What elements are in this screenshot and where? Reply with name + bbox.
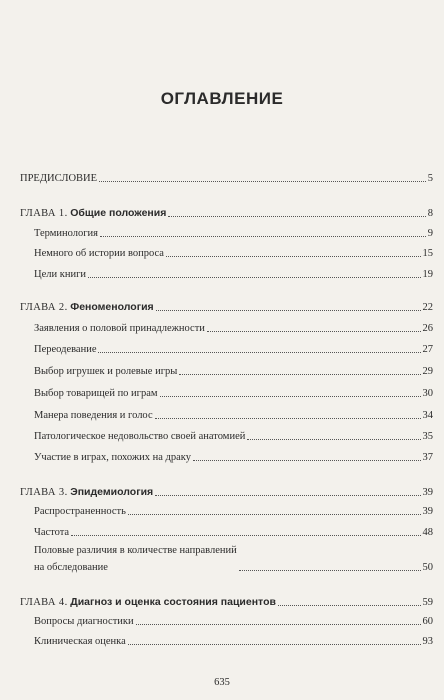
toc-page-number: 39	[422, 487, 433, 498]
toc-page-number: 19	[422, 269, 433, 280]
toc-chapter-label	[20, 207, 166, 220]
leader-dots	[71, 535, 420, 536]
toc-entry[interactable]	[34, 387, 433, 400]
toc-entry-preface[interactable]	[20, 172, 433, 185]
toc-entry[interactable]	[34, 430, 433, 443]
toc-chapter-label	[20, 301, 154, 314]
toc-entry-line-2: на обследование	[34, 562, 108, 573]
toc-chapter-label	[20, 486, 153, 499]
toc-page-number: 9	[427, 228, 433, 239]
leader-dots	[156, 310, 421, 311]
leader-dots	[160, 396, 421, 397]
toc-entry-label: Терминология	[34, 228, 99, 239]
toc-entry-label: Выбор товарищей по играм	[34, 388, 158, 399]
toc-entry[interactable]	[34, 322, 433, 335]
leader-dots	[100, 236, 426, 237]
toc-entry[interactable]	[34, 451, 433, 464]
toc-entry-label: Частота	[34, 527, 70, 538]
chapter-prefix: ГЛАВА 2.	[20, 302, 68, 313]
toc-chapter-label	[20, 596, 276, 609]
toc-page-number: 39	[422, 506, 433, 517]
chapter-title: Эпидемиология	[70, 486, 154, 498]
leader-dots	[247, 439, 420, 440]
chapter-title: Диагноз и оценка состояния пациентов	[70, 596, 276, 608]
toc-entry-label: Немного об истории вопроса	[34, 248, 164, 259]
toc-entry[interactable]	[34, 505, 433, 518]
toc-entry-label	[34, 544, 237, 574]
leader-dots	[136, 624, 421, 625]
leader-dots	[155, 495, 420, 496]
leader-dots	[207, 331, 421, 332]
toc-entry-label: Вопросы диагностики	[34, 616, 134, 627]
toc-entry-label: ПРЕДИСЛОВИЕ	[20, 173, 98, 184]
toc-chapter-3[interactable]	[20, 486, 433, 499]
leader-dots	[128, 644, 421, 645]
toc-page-number: 34	[422, 410, 433, 421]
toc-page-number: 93	[422, 636, 433, 647]
toc-entry[interactable]	[34, 343, 433, 356]
toc-chapter-2[interactable]	[20, 301, 433, 314]
chapter-title: Феноменология	[70, 301, 154, 313]
leader-dots	[179, 374, 420, 375]
leader-dots	[155, 418, 421, 419]
toc-page-number: 30	[422, 388, 433, 399]
toc-entry-label: Переодевание	[34, 344, 97, 355]
toc-entry[interactable]	[34, 268, 433, 281]
toc-entry-label: Патологическое недовольство своей анатомией	[34, 431, 246, 442]
chapter-prefix: ГЛАВА 3.	[20, 487, 68, 498]
toc-entry-label: Манера поведения и голос	[34, 410, 153, 421]
toc-entry[interactable]	[34, 227, 433, 240]
chapter-title: Общие положения	[70, 207, 167, 219]
toc-page-number: 48	[422, 527, 433, 538]
toc-entry[interactable]	[34, 544, 433, 574]
leader-dots	[166, 256, 421, 257]
toc-entry[interactable]	[34, 615, 433, 628]
toc-page-number: 26	[422, 323, 433, 334]
toc-page-number: 59	[422, 597, 433, 608]
leader-dots	[278, 605, 421, 606]
toc-page-number: 37	[422, 452, 433, 463]
leader-dots	[98, 352, 420, 353]
toc-entry[interactable]	[34, 365, 433, 378]
page-number: 635	[214, 677, 230, 688]
toc-entry[interactable]	[34, 409, 433, 422]
chapter-prefix: ГЛАВА 1.	[20, 208, 68, 219]
leader-dots	[88, 277, 421, 278]
toc-entry-label: Клиническая оценка	[34, 636, 126, 647]
toc-entry-line-1: Половые различия в количестве направлений	[34, 545, 237, 556]
toc-chapter-1[interactable]	[20, 207, 433, 220]
toc-entry[interactable]	[34, 526, 433, 539]
toc-entry[interactable]	[34, 635, 433, 648]
bleed-through-text	[40, 0, 420, 170]
toc-entry-label: Распространенность	[34, 506, 126, 517]
chapter-prefix: ГЛАВА 4.	[20, 597, 68, 608]
toc-page-number: 50	[422, 562, 433, 573]
toc-page-number: 5	[427, 173, 433, 184]
leader-dots	[128, 514, 421, 515]
toc-page-number: 15	[422, 248, 433, 259]
leader-dots	[239, 570, 421, 571]
toc-entry-label: Заявления о половой принадлежности	[34, 323, 205, 334]
toc-page-number: 22	[422, 302, 433, 313]
toc-chapter-4[interactable]	[20, 596, 433, 609]
page-title: ОГЛАВЛЕНИЕ	[160, 89, 284, 108]
leader-dots	[99, 181, 426, 182]
toc-page-number: 27	[422, 344, 433, 355]
toc-entry-label: Выбор игрушек и ролевые игры	[34, 366, 178, 377]
toc-page-number: 29	[422, 366, 433, 377]
toc-entry-label: Цели книги	[34, 269, 86, 280]
toc-page-number: 35	[422, 431, 433, 442]
toc-entry[interactable]	[34, 247, 433, 260]
toc-entry-label: Участие в играх, похожих на драку	[34, 452, 192, 463]
toc-page-number: 8	[427, 208, 433, 219]
leader-dots	[193, 460, 420, 461]
leader-dots	[168, 216, 425, 217]
toc-page-number: 60	[422, 616, 433, 627]
